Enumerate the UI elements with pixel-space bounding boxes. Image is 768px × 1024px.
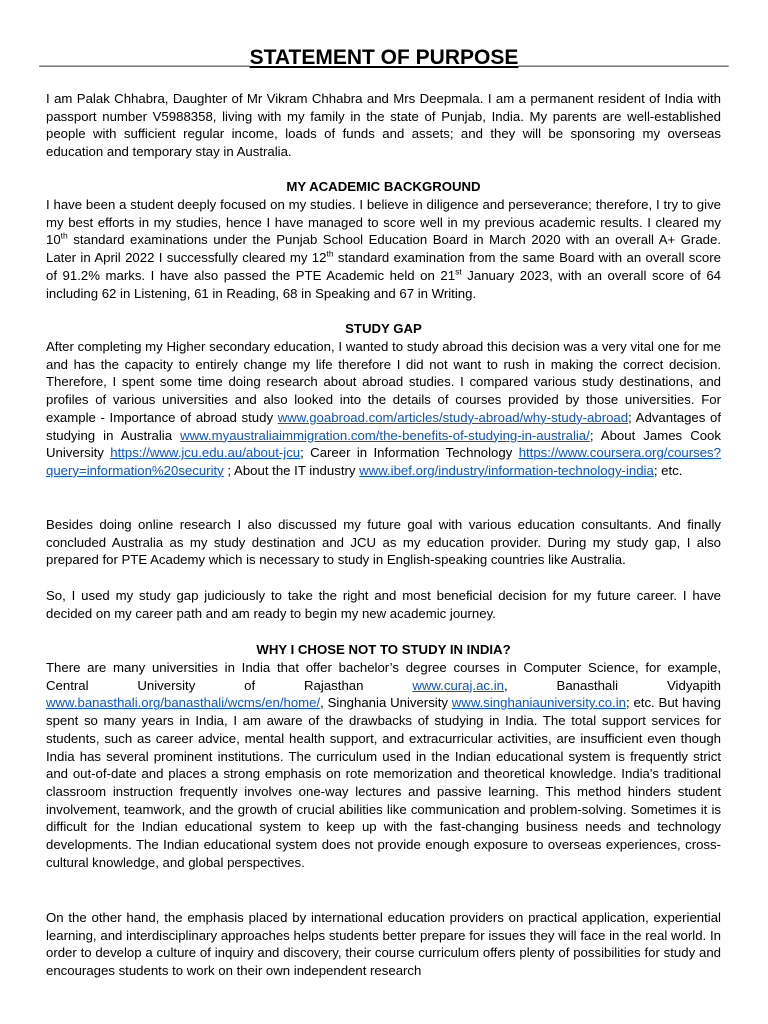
study-gap-paragraph-3: So, I used my study gap judiciously to take the right and most beneficial decision for my future career. I have decided on my career path and am ready to begin my new academic journey. [46, 588, 721, 621]
link-ibef[interactable]: www.ibef.org/industry/information-technology-india [359, 462, 654, 478]
study-gap-text-2: ; Advantages of studying in Australia [46, 409, 721, 443]
study-gap-paragraph-2: Besides doing online research I also discussed my future goal with various education consultants. And finally concluded Australia as my study destination and JCU as my education provider. During my study gap, I also prepared for PTE Academy which is necessary to study in English-speaking countries like Australia. [46, 517, 721, 568]
academic-paragraph [46, 196, 721, 302]
link-goabroad[interactable]: www.goabroad.com/articles/study-abroad/why-study-abroad [277, 409, 629, 425]
india-paragraph [46, 659, 721, 871]
academic-text-4: January 2023, with an overall score of 64 including 62 in Listening, 61 in Reading, 68 in Speaking and 67 in Writing. [46, 267, 721, 301]
link-banasthali[interactable]: www.banasthali.org/banasthali/wcms/en/home/ [46, 695, 321, 711]
link-curaj[interactable]: www.curaj.ac.in [412, 677, 504, 693]
study-gap-heading: STUDY GAP [345, 321, 422, 336]
study-gap-paragraph [46, 338, 721, 480]
india-text-3: , Singhania University [320, 695, 452, 711]
india-text-4: ; etc. But having spent so many years in India, I am aware of the drawbacks of studying in India. The total support services for students, such as career advice, mental health support, and extracurricular activities, are insufficient even though India has several prominent institutions. The curriculum used in the Indian educational system is frequently strict and out-of-date and places a strong emphasis on rote memorization and theoretical knowledge. India's traditional classroom instruction frequently involves one-way lectures and passive learning. This method hinders student involvement, teamwork, and the growth of crucial abilities like communication and problem-solving. Sometimes it is difficult for the Indian educational system to keep up with the fast-changing business needs and technology developments. The Indian educational system does not provide enough exposure to overseas experiences, cross-cultural knowledge, and global perspectives. [46, 695, 721, 870]
study-gap-text-6: ; etc. [653, 462, 683, 478]
india-heading: WHY I CHOSE NOT TO STUDY IN INDIA? [256, 642, 511, 657]
india-text-2: , Banasthali Vidyapith [503, 677, 722, 693]
study-gap-text-3: ; About James Cook University [46, 427, 721, 461]
academic-sup-3: st [455, 266, 462, 277]
academic-heading: MY ACADEMIC BACKGROUND [286, 179, 481, 194]
academic-sup-2: th [326, 248, 334, 259]
india-text-1: There are many universities in India that offer bachelor’s degree courses in Computer Science, for example, Central University of Rajasthan [46, 660, 721, 693]
link-jcu[interactable]: https://www.jcu.edu.au/about-jcu [110, 445, 301, 461]
link-myaustraliaimmigration[interactable]: www.myaustraliaimmigration.com/the-benefits-of-studying-in-australia/ [180, 427, 590, 443]
title-rule-left: __________________ [39, 46, 250, 69]
title-text: STATEMENT OF PURPOSE [249, 46, 519, 69]
academic-text-3: standard examination from the same Board with an overall score of 91.2% marks. I have also passed the PTE Academic held on 21 [46, 250, 721, 283]
study-gap-text-1: After completing my Higher secondary education, I wanted to study abroad this decision was a very vital one for me and has the capacity to entirely change my life therefore I did not want to rush in making the correct decision. Therefore, I spent some time doing research about abroad studies. I compared various study destinations, and profiles of various universities and also looked into the details of courses provided by those universities. For example - Importance of abroad study [46, 339, 721, 425]
link-singhania[interactable]: www.singhaniauniversity.co.in [451, 695, 626, 711]
link-coursera[interactable]: https://www.coursera.org/courses?query=information%20security [46, 445, 721, 478]
intro-paragraph: I am Palak Chhabra, Daughter of Mr Vikram Chhabra and Mrs Deepmala. I am a permanent resident of India with passport number V5988358, living with my family in the state of Punjab, India. My parents are well-established people with sufficient regular income, loads of funds and assets; and they will be sponsoring my overseas education and temporary stay in Australia. [46, 91, 721, 160]
study-gap-text-4: ; Career in Information Technology [300, 445, 519, 461]
title-rule-right: __________________ [518, 46, 729, 69]
document-title [0, 46, 768, 70]
academic-text-2: standard examinations under the Punjab School Education Board in March 2020 with an overall A+ Grade. Later in April 2022 I successfully cleared my 12 [46, 232, 721, 266]
india-paragraph-2: On the other hand, the emphasis placed by international education providers on practical application, experiential learning, and interdisciplinary approaches helps students better prepare for issues they will face in the real world. In order to develop a culture of inquiry and discovery, their course curriculum offers plenty of possibilities for study and encourages students to work on their own independent research [46, 910, 721, 979]
study-gap-text-5: ; About the IT industry [223, 462, 360, 478]
academic-text-1: I have been a student deeply focused on my studies. I believe in diligence and perseverance; therefore, I try to give my best efforts in my studies, hence I have managed to score well in my previous academic results. I cleared my 10 [46, 197, 721, 248]
academic-sup-1: th [60, 231, 68, 242]
